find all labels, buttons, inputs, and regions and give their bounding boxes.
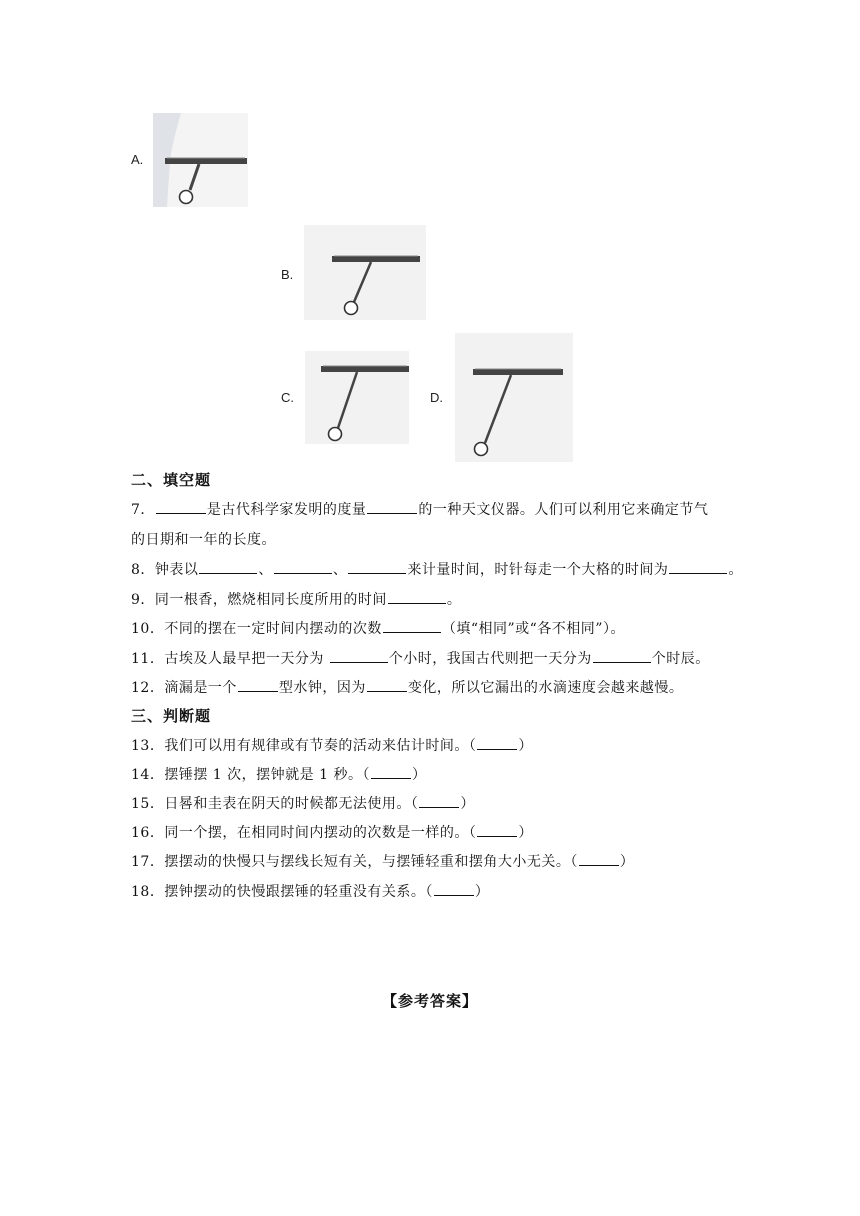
question-text: 同一根香，燃烧相同长度所用的时间 <box>154 592 387 608</box>
question-8 <box>131 558 743 580</box>
question-text: 是古代科学家发明的度量 <box>206 502 367 518</box>
question-text: ） <box>460 796 475 812</box>
question-text: 滴漏是一个 <box>164 680 237 696</box>
question-11 <box>131 647 710 669</box>
question-number: 7． <box>131 502 155 518</box>
answer-blank[interactable] <box>367 498 417 514</box>
answer-blank[interactable] <box>156 498 206 514</box>
answer-blank[interactable] <box>419 792 459 808</box>
question-17 <box>131 850 634 872</box>
question-number: 16． <box>131 825 165 841</box>
answer-blank[interactable] <box>199 558 257 574</box>
option-c-label: C. <box>281 390 294 405</box>
question-number: 10． <box>131 621 165 637</box>
question-text: 的一种天文仪器。人们可以利用它来确定节气 <box>418 502 709 518</box>
question-text: 个时辰。 <box>651 651 710 667</box>
question-text: （填“相同”或“各不相同”）。 <box>441 621 625 637</box>
question-text: 摆钟摆动的快慢跟摆锤的轻重没有关系。（ <box>164 884 433 900</box>
section-title-fill-in: 二、填空题 <box>131 471 212 489</box>
question-number: 17． <box>131 854 165 870</box>
answer-blank[interactable] <box>477 821 517 837</box>
question-text: 钟表以 <box>154 562 199 578</box>
question-13 <box>131 734 533 756</box>
question-number: 11． <box>131 651 165 667</box>
question-text: ） <box>411 767 427 783</box>
answer-blank[interactable] <box>274 558 332 574</box>
pendulum-icon <box>455 333 573 462</box>
question-9 <box>131 588 461 610</box>
question-text: 个小时，我国古代则把一天分为 <box>388 651 592 667</box>
question-text: 来计量时间，时针每走一个大格的时间为 <box>407 562 669 578</box>
answer-blank[interactable] <box>348 558 406 574</box>
option-b-label: B. <box>281 267 294 282</box>
question-number: 12． <box>131 680 165 696</box>
question-text: 。 <box>446 592 462 608</box>
answer-blank[interactable] <box>330 647 388 663</box>
question-10 <box>131 617 625 639</box>
question-text: 的日期和一年的长度。 <box>131 532 276 548</box>
section-title-true-false: 三、判断题 <box>131 707 212 725</box>
question-text: 古埃及人最早把一天分为 <box>164 651 329 667</box>
pendulum-icon <box>304 225 426 320</box>
answer-blank[interactable] <box>238 676 278 692</box>
question-number: 9． <box>131 592 155 608</box>
answer-blank[interactable] <box>371 763 411 779</box>
question-number: 14． <box>131 767 165 783</box>
question-text: 摆锤摆 1 次，摆钟就是 1 秒。（ <box>164 767 370 783</box>
answer-key-title: 【参考答案】 <box>381 992 478 1010</box>
question-text: 、 <box>332 562 348 578</box>
answer-blank[interactable] <box>388 588 446 604</box>
question-15 <box>131 792 475 814</box>
answer-blank[interactable] <box>434 880 474 896</box>
answer-blank[interactable] <box>477 734 517 750</box>
question-text: 同一个摆，在相同时间内摆动的次数是一样的。（ <box>164 825 477 841</box>
option-d-label: D. <box>430 390 443 405</box>
answer-blank[interactable] <box>383 617 441 633</box>
question-text: 不同的摆在一定时间内摆动的次数 <box>164 621 382 637</box>
question-14 <box>131 763 426 785</box>
question-16 <box>131 821 533 843</box>
question-text: 。 <box>728 562 743 578</box>
question-text: ） <box>518 738 533 754</box>
question-number: 15． <box>131 796 165 812</box>
question-text: 变化，所以它漏出的水滴速度会越来越慢。 <box>407 680 684 696</box>
question-number: 18． <box>131 884 165 900</box>
question-18 <box>131 880 489 902</box>
question-text: ） <box>518 825 533 841</box>
question-text: 型水钟，因为 <box>278 680 366 696</box>
answer-blank[interactable] <box>593 647 651 663</box>
question-number: 13． <box>131 738 165 754</box>
answer-blank[interactable] <box>579 850 619 866</box>
pendulum-icon <box>153 113 248 207</box>
pendulum-icon <box>305 351 409 444</box>
question-number: 8． <box>131 562 155 578</box>
question-text: ） <box>619 854 635 870</box>
question-text: 摆摆动的快慢只与摆线长短有关，与摆锤轻重和摆角大小无关。（ <box>164 854 578 870</box>
question-text: 我们可以用有规律或有节奏的活动来估计时间。（ <box>164 738 477 754</box>
answer-blank[interactable] <box>669 558 727 574</box>
question-text: ） <box>474 884 490 900</box>
question-text: 、 <box>258 562 273 578</box>
question-text: 日晷和圭表在阴天的时候都无法使用。（ <box>164 796 419 812</box>
answer-blank[interactable] <box>367 676 407 692</box>
question-7 <box>131 498 708 550</box>
question-12 <box>131 676 683 698</box>
option-a-label: A. <box>131 152 144 167</box>
